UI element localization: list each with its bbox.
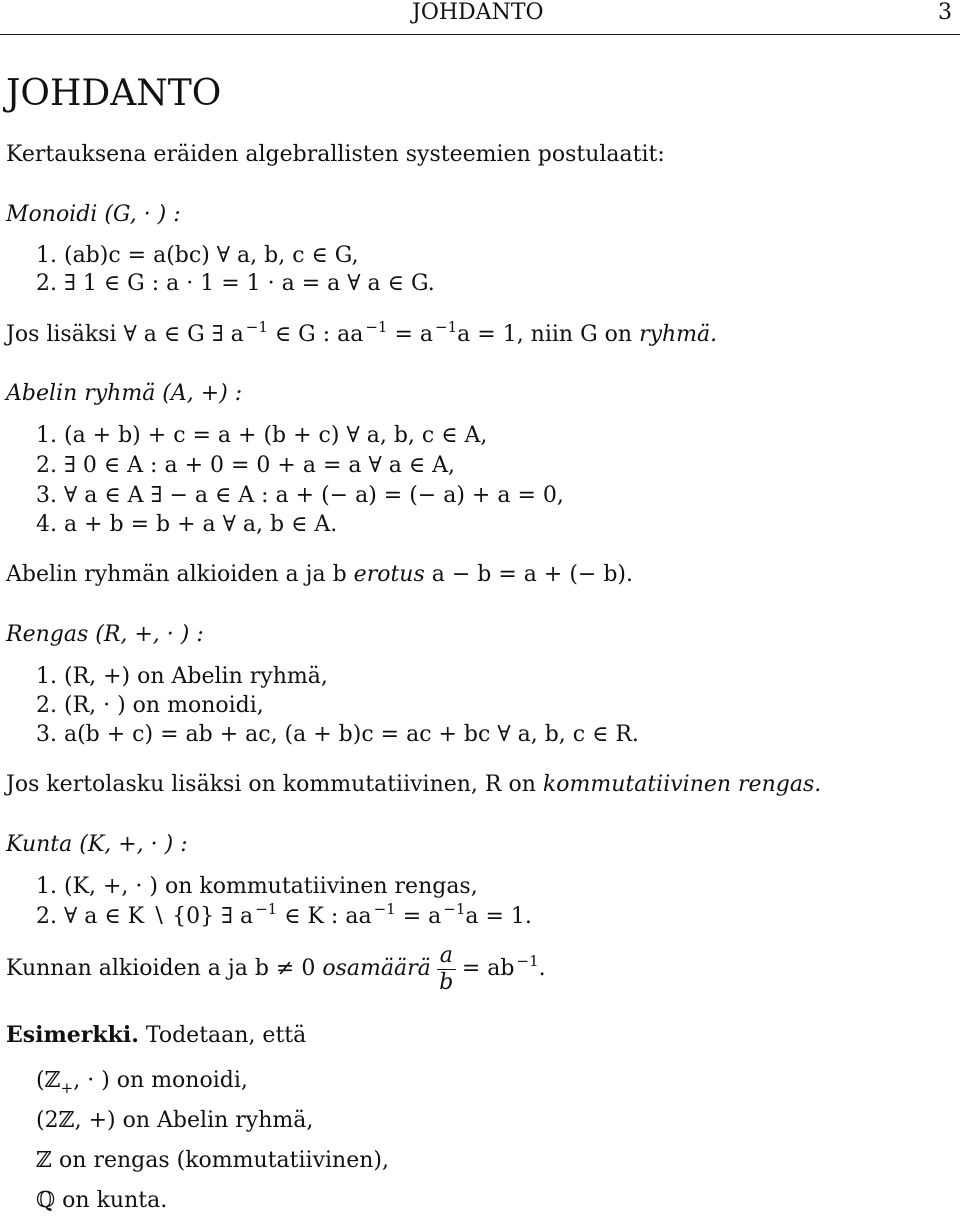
abelian-axiom-2: 2. ∃ 0 ∈ A : a + 0 = 0 + a = a ∀ a ∈ A, (36, 453, 456, 478)
ring-axiom-3: 3. a(b + c) = ab + ac, (a + b)c = ac + bc ∀ a, b, c ∈ R. (36, 722, 639, 747)
fraction-numerator: a (437, 943, 456, 970)
field-axiom-2-before: 2. ∀ a ∈ K ∖ {0} ∃ a (36, 904, 254, 929)
quotient-exp: −1 (516, 952, 539, 970)
quotient-fraction (437, 943, 456, 996)
commutative-before: Jos kertolasku lisäksi on kommutatiivinen, R on (6, 772, 543, 797)
group-def-exp3: −1 (435, 318, 458, 336)
group-def-exp2: −1 (365, 318, 388, 336)
quotient-term: osamäärä (322, 956, 431, 981)
abelian-axiom-4: 4. a + b = b + a ∀ a, b ∈ A. (36, 512, 338, 537)
field-axiom-2-mid2: = a (395, 904, 442, 929)
field-axiom-2-exp3: −1 (443, 900, 466, 918)
quotient-definition (6, 942, 546, 997)
quotient-before: Kunnan alkioiden a ja b ≠ 0 (6, 956, 323, 981)
group-def-mid2: = a (387, 322, 434, 347)
example-line-3: ℤ on rengas (kommutatiivinen), (36, 1148, 389, 1173)
field-heading: Kunta (K, +, · ) : (6, 832, 188, 857)
example-line-2: (2ℤ, +) on Abelin ryhmä, (36, 1108, 314, 1133)
example-line-1-sub: + (60, 1079, 74, 1097)
field-axiom-2-after: a = 1. (465, 904, 532, 929)
abelian-axiom-1: 1. (a + b) + c = a + (b + c) ∀ a, b, c ∈ A, (36, 423, 488, 448)
abelian-heading: Abelin ryhmä (A, +) : (6, 381, 243, 406)
example-label: Esimerkki. (6, 1022, 139, 1048)
example-line-4: ℚ on kunta. (36, 1188, 168, 1213)
field-axiom-2-exp1: −1 (255, 900, 278, 918)
difference-before: Abelin ryhmän alkioiden a ja b (6, 562, 354, 587)
ring-axiom-2: 2. (R, · ) on monoidi, (36, 693, 264, 718)
fraction-denominator: b (439, 969, 454, 995)
group-def-exp1: −1 (245, 318, 268, 336)
field-axiom-2 (36, 900, 532, 931)
intro-text: Kertauksena eräiden algebrallisten systeemien postulaatit: (6, 142, 665, 167)
difference-term: erotus (353, 562, 425, 587)
example-line-1 (36, 1068, 248, 1095)
group-def-before: Jos lisäksi ∀ a ∈ G ∃ a (6, 322, 244, 347)
running-header-title: JOHDANTO (412, 0, 544, 25)
header-rule (0, 34, 960, 35)
group-def-mid1: ∈ G : aa (267, 322, 364, 347)
group-def-term: ryhmä. (639, 322, 718, 347)
ring-heading: Rengas (R, +, · ) : (6, 622, 204, 647)
difference-definition (6, 562, 633, 588)
quotient-end: . (538, 956, 546, 981)
example-text: Todetaan, että (138, 1023, 307, 1048)
example-line-1-set: (ℤ (36, 1068, 61, 1093)
commutative-term: kommutatiivinen rengas. (542, 772, 822, 797)
monoid-heading: Monoidi (G, · ) : (6, 202, 181, 227)
example-line-1-rest: , · ) on monoidi, (73, 1068, 248, 1093)
abelian-axiom-3: 3. ∀ a ∈ A ∃ − a ∈ A : a + (− a) = (− a) + a = 0, (36, 483, 564, 508)
field-axiom-2-exp2: −1 (373, 900, 396, 918)
monoid-axiom-2: 2. ∃ 1 ∈ G : a · 1 = 1 · a = a ∀ a ∈ G. (36, 271, 435, 296)
group-def-after: a = 1, niin G on (457, 322, 640, 347)
example-intro (6, 1022, 306, 1049)
field-axiom-2-mid1: ∈ K : aa (277, 904, 372, 929)
monoid-axiom-1: 1. (ab)c = a(bc) ∀ a, b, c ∈ G, (36, 243, 359, 268)
page-number: 3 (938, 0, 952, 25)
commutative-ring-definition (6, 772, 821, 798)
section-title: JOHDANTO (6, 73, 222, 114)
group-definition (6, 318, 718, 349)
quotient-after: = ab (461, 956, 515, 981)
ring-axiom-1: 1. (R, +) on Abelin ryhmä, (36, 664, 328, 689)
field-axiom-1: 1. (K, +, · ) on kommutatiivinen rengas, (36, 874, 478, 899)
difference-after: a − b = a + (− b). (424, 562, 634, 587)
